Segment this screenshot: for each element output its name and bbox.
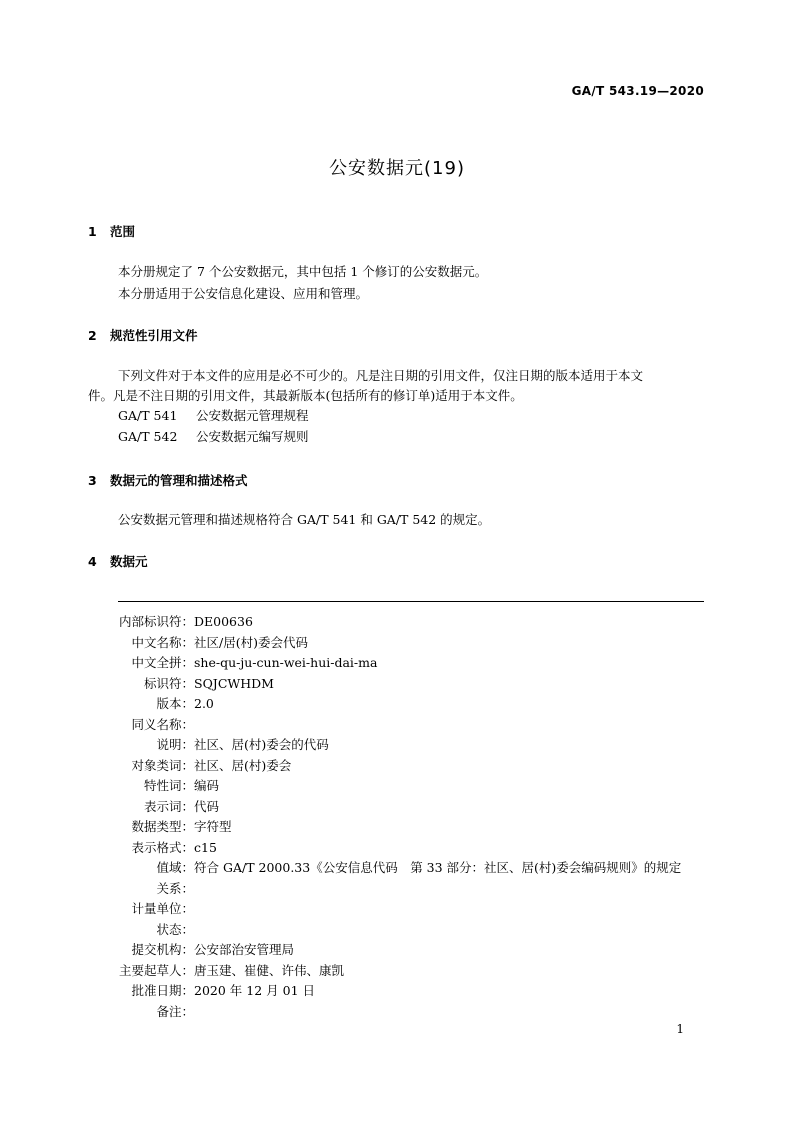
field-label: 提交机构： bbox=[131, 942, 194, 957]
field-label: 批准日期： bbox=[131, 983, 194, 998]
field-value: 唐玉建、崔健、许伟、康凯 bbox=[194, 963, 345, 978]
scope-line-1: 本分册规定了 7 个公安数据元，其中包括 1 个修订的公安数据元。 bbox=[118, 264, 488, 279]
field-label: 同义名称： bbox=[131, 717, 194, 732]
field-label: 版本： bbox=[156, 696, 194, 711]
data-element-row bbox=[118, 612, 253, 630]
field-value: 公安部治安管理局 bbox=[194, 942, 295, 957]
section-heading-scope bbox=[88, 222, 135, 240]
field-label: 计量单位： bbox=[131, 901, 194, 916]
section-title: 规范性引用文件 bbox=[110, 328, 198, 343]
reference-code: GA/T 541 bbox=[118, 408, 178, 423]
field-label: 数据类型： bbox=[131, 819, 194, 834]
field-label: 对象类词： bbox=[131, 758, 194, 773]
reference-name: 公安数据元管理规程 bbox=[196, 408, 309, 423]
reference-name: 公安数据元编写规则 bbox=[196, 429, 309, 444]
page-number: 1 bbox=[676, 1022, 684, 1036]
field-value: 社区、居(村)委会的代码 bbox=[194, 737, 329, 752]
data-element-row bbox=[118, 838, 217, 856]
section-heading-format bbox=[88, 471, 248, 489]
data-element-row bbox=[118, 694, 214, 712]
data-element-row bbox=[118, 899, 194, 917]
field-value: SQJCWHDM bbox=[194, 676, 274, 691]
data-element-row bbox=[118, 633, 308, 651]
scope-line-2: 本分册适用于公安信息化建设、应用和管理。 bbox=[118, 286, 369, 301]
field-value: DE00636 bbox=[194, 614, 253, 629]
data-element-row bbox=[118, 817, 232, 835]
field-value: 社区/居(村)委会代码 bbox=[194, 635, 308, 650]
field-value: 2020 年 12 月 01 日 bbox=[194, 983, 315, 998]
field-label: 内部标识符： bbox=[118, 614, 194, 629]
field-label: 中文名称： bbox=[131, 635, 194, 650]
field-label: 备注： bbox=[156, 1004, 194, 1019]
field-value: 字符型 bbox=[194, 819, 232, 834]
data-element-row bbox=[118, 674, 274, 692]
data-element-row bbox=[118, 776, 219, 794]
field-value: 编码 bbox=[194, 778, 220, 793]
field-label: 标识符： bbox=[143, 676, 194, 691]
data-element-row bbox=[118, 879, 194, 897]
section-number: 4 bbox=[88, 554, 97, 569]
data-element-row bbox=[118, 756, 291, 774]
section-number: 2 bbox=[88, 328, 97, 343]
reference-item bbox=[118, 406, 309, 426]
section-number: 1 bbox=[88, 224, 97, 239]
field-label: 表示格式： bbox=[131, 840, 194, 855]
references-intro-line-2: 件。凡是不注日期的引用文件，其最新版本(包括所有的修订单)适用于本文件。 bbox=[88, 388, 523, 403]
data-element-row bbox=[118, 1002, 194, 1020]
data-element-row bbox=[118, 981, 315, 999]
standard-number: GA/T 543.19—2020 bbox=[571, 84, 704, 98]
data-element-row bbox=[118, 940, 294, 958]
field-value: 符合 GA/T 2000.33《公安信息代码 第 33 部分：社区、居(村)委会编码规则》的规定 bbox=[194, 860, 682, 875]
section-title: 数据元 bbox=[110, 554, 148, 569]
field-value: c15 bbox=[194, 840, 217, 855]
page-title: 公安数据元(19) bbox=[329, 158, 465, 179]
field-label: 中文全拼： bbox=[131, 655, 194, 670]
data-element-row bbox=[118, 797, 219, 815]
field-value: 2.0 bbox=[194, 696, 214, 711]
field-label: 特性词： bbox=[143, 778, 194, 793]
data-element-row bbox=[118, 735, 329, 753]
section-divider bbox=[118, 601, 704, 602]
field-value: 社区、居(村)委会 bbox=[194, 758, 292, 773]
field-label: 说明： bbox=[156, 737, 194, 752]
data-element-row bbox=[118, 961, 344, 979]
data-element-row bbox=[118, 715, 194, 733]
section-heading-references bbox=[88, 326, 198, 344]
field-label: 值域： bbox=[156, 860, 194, 875]
data-element-row bbox=[118, 920, 194, 938]
data-element-row bbox=[118, 653, 377, 671]
reference-item bbox=[118, 427, 309, 447]
section-title: 范围 bbox=[110, 224, 136, 239]
reference-code: GA/T 542 bbox=[118, 429, 178, 444]
data-element-row bbox=[118, 858, 681, 876]
references-intro-line-1: 下列文件对于本文件的应用是必不可少的。凡是注日期的引用文件，仅注日期的版本适用于本文 bbox=[118, 368, 644, 383]
field-label: 主要起草人： bbox=[118, 963, 194, 978]
field-label: 状态： bbox=[156, 922, 194, 937]
field-value: she-qu-ju-cun-wei-hui-dai-ma bbox=[194, 655, 378, 670]
section-number: 3 bbox=[88, 473, 97, 488]
section-title: 数据元的管理和描述格式 bbox=[110, 473, 248, 488]
section-heading-data-element bbox=[88, 552, 148, 570]
field-value: 代码 bbox=[194, 799, 220, 814]
field-label: 关系： bbox=[156, 881, 194, 896]
format-paragraph: 公安数据元管理和描述规格符合 GA/T 541 和 GA/T 542 的规定。 bbox=[118, 512, 491, 527]
field-label: 表示词： bbox=[143, 799, 194, 814]
